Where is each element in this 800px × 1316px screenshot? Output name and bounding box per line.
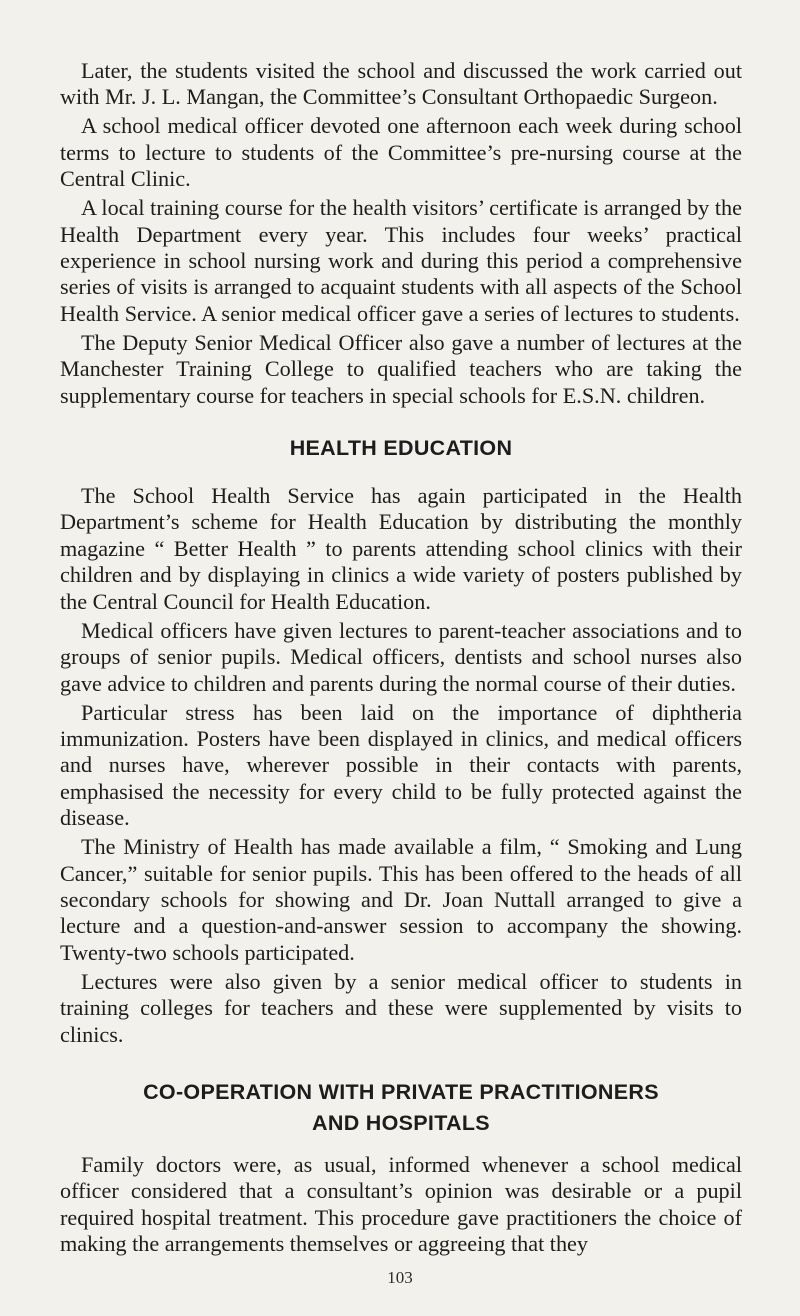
paragraph: Particular stress has been laid on the importance of diphtheria immunization. Posters have been displayed in clinics, and medical officers and nurses have, wherever possible in their contacts with parents, emphasised the necessity for every child to be fully protected against the disease.	[60, 699, 742, 831]
heading-line-1: CO-OPERATION WITH PRIVATE PRACTITIONERS	[143, 1079, 659, 1104]
paragraph: Later, the students visited the school and discussed the work carried out with Mr. J. L. Mangan, the Committee’s Consultant Orthopaedic Surgeon.	[60, 58, 742, 110]
paragraph: Family doctors were, as usual, informed whenever a school medical officer considered that a consultant’s opinion was desirable or a pupil required hospital treatment. This procedure gave practitioners the choice of making the arrangements themselves or aggreeing that they	[60, 1151, 742, 1257]
paragraph: The Ministry of Health has made available a film, “ Smoking and Lung Cancer,” suitable for senior pupils. This has been offered to the heads of all secondary schools for showing and Dr. Joan Nuttall arranged to give a lecture and a question-and-answer session to accompany the showing. Twenty-two schools participated.	[60, 834, 742, 965]
paragraph: Medical officers have given lectures to parent-teacher associations and to groups of senior pupils. Medical officers, dentists and school nurses also gave advice to children and parents during the normal course of their duties.	[60, 617, 742, 696]
section-heading-cooperation	[60, 1077, 742, 1139]
paragraph: A school medical officer devoted one afternoon each week during school terms to lecture to students of the Committee’s pre-nursing course at the Central Clinic.	[60, 113, 742, 192]
document-page	[60, 58, 742, 1260]
paragraph: The School Health Service has again participated in the Health Department’s scheme for Health Education by distributing the monthly magazine “ Better Health ” to parents attending school clinics with their children and by displaying in clinics a wide variety of posters published by the Central Council for Health Education.	[60, 483, 742, 614]
paragraph: Lectures were also given by a senior medical officer to students in training colleges for teachers and these were supplemented by visits to clinics.	[60, 968, 742, 1047]
section-heading-health-education: HEALTH EDUCATION	[289, 436, 513, 461]
page-number: 103	[387, 1268, 413, 1287]
paragraph: A local training course for the health visitors’ certificate is arranged by the Health Department every year. This includes four weeks’ practical experience in school nursing work and during this period a comprehensive series of visits is arranged to acquaint students with all aspects of the School Health Service. A senior medical officer gave a series of lectures to students.	[60, 195, 742, 326]
paragraph: The Deputy Senior Medical Officer also gave a number of lectures at the Manchester Training College to qualified teachers who are taking the supplementary course for teachers in special schools for E.S.N. children.	[60, 329, 742, 408]
heading-line-2: AND HOSPITALS	[312, 1110, 490, 1135]
